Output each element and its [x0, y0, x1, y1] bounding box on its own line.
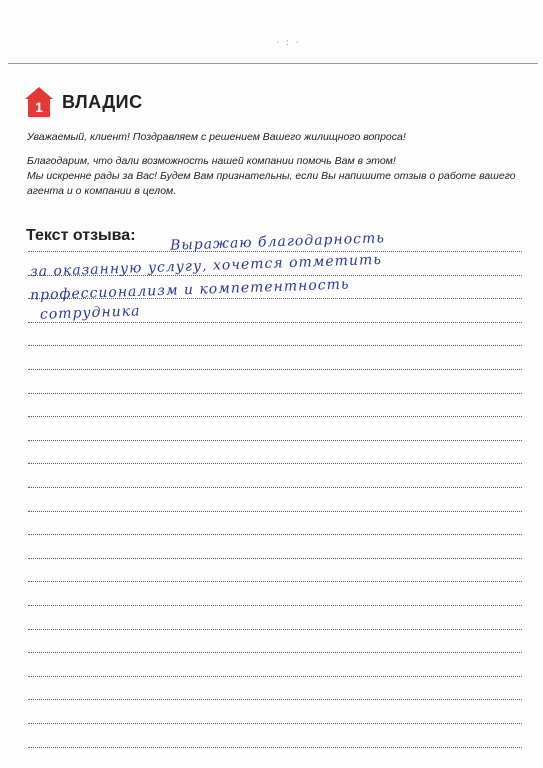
thanks-text: Благодарим, что дали возможность нашей компании помочь Вам в этом!	[27, 155, 396, 167]
writing-line	[28, 605, 522, 606]
request-text: Мы искренне рады за Вас! Будем Вам признательны, если Вы напишите отзыв о работе вашего агента и о компании в целом.	[27, 170, 516, 197]
review-writing-lines[interactable]	[28, 0, 522, 768]
handwritten-line-4: сотрудника	[39, 303, 141, 323]
handwritten-line-1: Выражаю благодарность	[169, 230, 386, 254]
handwritten-line-2: за оказанную услугу, хочется отметить	[29, 251, 383, 281]
writing-line	[28, 699, 522, 700]
writing-line	[28, 558, 522, 559]
writing-line	[28, 581, 522, 582]
writing-line	[28, 511, 522, 512]
writing-line	[28, 393, 522, 394]
brand-name: ВЛАДИС	[62, 91, 143, 112]
writing-line	[28, 652, 522, 653]
writing-line	[28, 369, 522, 370]
scan-artifact: · : ·	[276, 38, 301, 48]
svg-text:1: 1	[35, 99, 43, 115]
writing-line	[28, 534, 522, 535]
review-label: Текст отзыва:	[26, 227, 136, 244]
writing-line	[28, 463, 522, 464]
writing-line	[28, 345, 522, 346]
writing-line	[28, 676, 522, 677]
writing-line	[28, 629, 522, 630]
writing-line	[28, 440, 522, 441]
writing-line	[28, 747, 522, 748]
writing-line	[28, 416, 522, 417]
writing-line	[28, 723, 522, 724]
handwritten-line-3: профессионализм и компетентность	[29, 276, 350, 304]
writing-line	[28, 251, 522, 252]
writing-line	[28, 322, 522, 323]
writing-line	[28, 487, 522, 488]
greeting-text: Уважаемый, клиент! Поздравляем с решением Вашего жилищного вопроса!	[27, 131, 406, 143]
